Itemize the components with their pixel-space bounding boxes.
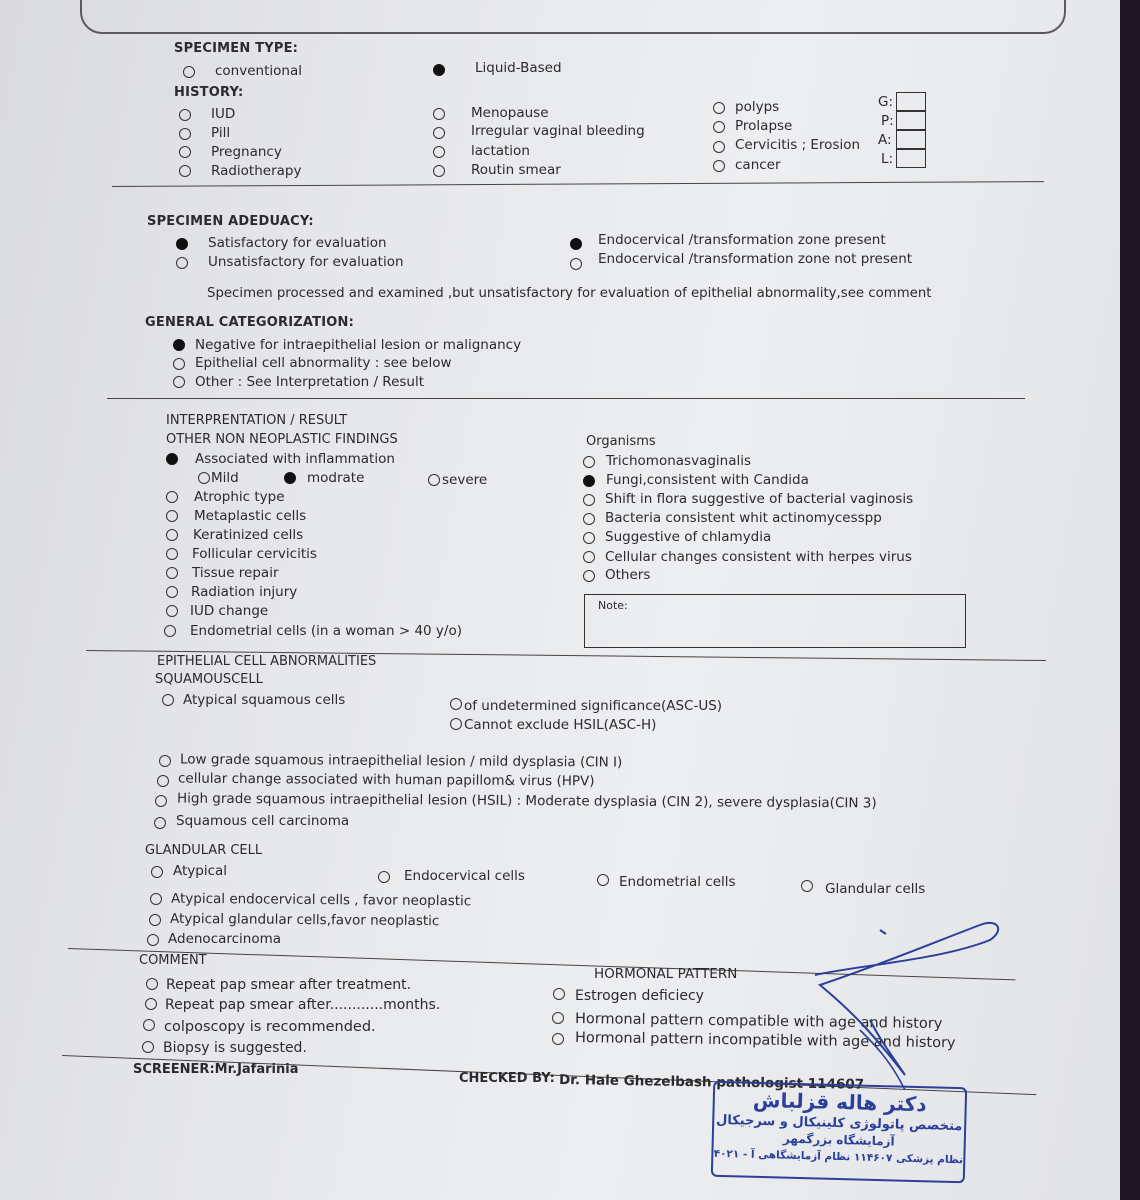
gpal-label: P: — [881, 113, 894, 129]
history-item: Prolapse — [735, 118, 793, 134]
history-item: lactation — [471, 143, 530, 159]
organism-label: Bacteria consistent whit actinomycesspp — [605, 510, 882, 526]
history-item: Radiotherapy — [211, 163, 302, 179]
epithelial-title: EPITHELIAL CELL ABNORMALITIES — [157, 654, 377, 669]
specimen-type-title: SPECIMEN TYPE: — [174, 41, 299, 56]
history-title: HISTORY: — [174, 85, 244, 100]
label-epithelial-abnormality: Epithelial cell abnormality : see below — [195, 355, 452, 371]
general-title: GENERAL CATEGORIZATION: — [145, 315, 355, 330]
non-neoplastic-title: OTHER NON NEOPLASTIC FINDINGS — [166, 432, 398, 447]
squamous-title: SQUAMOUSCELL — [155, 672, 263, 687]
label-scc: Squamous cell carcinoma — [176, 813, 350, 829]
finding-label: Metaplastic cells — [194, 508, 307, 524]
label-endocervical: Endocervical cells — [404, 868, 525, 884]
finding-label: Atrophic type — [194, 489, 285, 505]
label-liquid-based: Liquid-Based — [475, 60, 562, 76]
history-item: Irregular vaginal bleeding — [471, 123, 645, 139]
label-mild: Mild — [211, 470, 239, 486]
label-estrogen: Estrogen deficiecy — [575, 988, 704, 1004]
stamp-lab: آزمایشگاه بزرگمهر — [782, 1131, 895, 1149]
stamp-name: دکتر هاله قزلباش — [752, 1087, 927, 1117]
stamp-license: نظام پزشکی ۱۱۴۶۰۷ نظام آزمایشگاهی آ - ۴۰۲۱ — [713, 1147, 964, 1167]
organism-label: Cellular changes consistent with herpes virus — [605, 549, 912, 565]
label-tz-present: Endocervical /transformation zone present — [598, 232, 886, 248]
organism-label: Suggestive of chlamydia — [605, 529, 772, 545]
label-lsil: Low grade squamous intraepithelial lesion / mild dysplasia (CIN I) — [179, 751, 623, 771]
label-endo-neoplastic: Atypical endocervical cells , favor neoplastic — [170, 890, 472, 910]
gpal-label: G: — [878, 94, 894, 110]
label-compatible: Hormonal pattern compatible with age and history — [574, 1011, 943, 1033]
organism-label: Shift in flora suggestive of bacterial vaginosis — [605, 491, 914, 507]
label-atypical-squamous: Atypical squamous cells — [183, 692, 346, 708]
label-biopsy: Biopsy is suggested. — [163, 1040, 307, 1056]
finding-label: Follicular cervicitis — [192, 546, 317, 562]
label-glandular-neoplastic: Atypical glandular cells,favor neoplastic — [169, 910, 440, 930]
organisms-title: Organisms — [586, 434, 656, 449]
processed-note: Specimen processed and examined ,but unsatisfactory for evaluation of epithelial abnormality,see comment — [207, 286, 932, 301]
label-adenocarcinoma: Adenocarcinoma — [168, 931, 282, 947]
history-item: Pill — [211, 125, 231, 141]
screener: SCREENER:Mr.Jafarinia — [133, 1062, 299, 1077]
finding-label: IUD change — [190, 603, 269, 619]
hormonal-title: HORMONAL PATTERN — [594, 966, 738, 982]
label-tz-not-present: Endocervical /transformation zone not present — [598, 251, 913, 267]
history-item: Menopause — [471, 105, 549, 121]
label-glandular-cells: Glandular cells — [825, 881, 926, 897]
finding-label: Endometrial cells (in a woman > 40 y/o) — [190, 623, 462, 639]
glandular-title: GLANDULAR CELL — [145, 843, 263, 858]
label-unsatisfactory: Unsatisfactory for evaluation — [208, 254, 404, 270]
history-item: Pregnancy — [211, 144, 282, 160]
comment-title: COMMENT — [139, 953, 207, 968]
interpretation-title: INTERPRENTATION / RESULT — [166, 413, 348, 428]
history-item: Routin smear — [471, 162, 561, 178]
gpal-label: A: — [878, 132, 892, 148]
label-severe: severe — [442, 472, 488, 488]
history-item: Cervicitis ; Erosion — [735, 137, 861, 153]
organism-label: Others — [605, 567, 651, 583]
label-conventional: conventional — [215, 63, 302, 79]
finding-label: Tissue repair — [192, 565, 279, 581]
label-repeat-treatment: Repeat pap smear after treatment. — [166, 977, 412, 993]
checked-by-name: Dr. Hale Ghezelbash pathologist 114607 — [558, 1072, 865, 1093]
history-item: IUD — [211, 106, 236, 122]
label-satisfactory: Satisfactory for evaluation — [208, 235, 387, 251]
adequacy-title: SPECIMEN ADEDUACY: — [147, 214, 314, 229]
finding-label: Radiation injury — [191, 584, 298, 600]
organism-label: Fungi,consistent with Candida — [606, 472, 809, 488]
label-repeat-months: Repeat pap smear after............months. — [165, 997, 441, 1013]
label-endometrial: Endometrial cells — [619, 874, 736, 890]
label-incompatible: Hormonal pattern incompatible with age and history — [574, 1030, 956, 1052]
label-moderate: modrate — [307, 470, 365, 486]
label-glandular-atypical: Atypical — [173, 863, 228, 879]
label-inflammation: Associated with inflammation — [195, 451, 395, 467]
organism-label: Trichomonasvaginalis — [606, 453, 752, 469]
note-label: Note: — [598, 599, 628, 612]
history-item: polyps — [735, 99, 780, 115]
finding-label: Keratinized cells — [193, 527, 304, 543]
label-colposcopy: colposcopy is recommended. — [164, 1019, 376, 1035]
label-asc-h: Cannot exclude HSIL(ASC-H) — [464, 717, 657, 733]
label-asc-us: of undetermined significance(ASC-US) — [464, 698, 723, 714]
gpal-label: L: — [881, 151, 894, 167]
label-negative: Negative for intraepithelial lesion or malignancy — [195, 337, 522, 353]
label-other: Other : See Interpretation / Result — [195, 374, 425, 390]
label-hpv: cellular change associated with human papillom& virus (HPV) — [177, 770, 595, 790]
history-item: cancer — [735, 157, 781, 173]
stamp-specialty: متخصص پاتولوژی کلینیکال و سرجیکال — [715, 1112, 963, 1135]
label-hsil: High grade squamous intraepithelial lesion (HSIL) : Moderate dysplasia (CIN 2), severe dysplasia(CIN 3) — [176, 790, 877, 812]
checked-by-label: CHECKED BY: — [459, 1071, 555, 1086]
